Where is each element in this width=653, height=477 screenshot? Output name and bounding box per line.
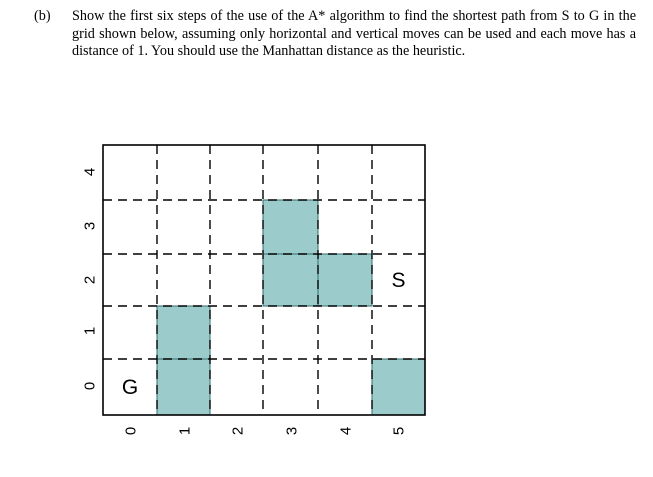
obstacles	[157, 200, 425, 415]
y-axis-labels	[82, 168, 99, 390]
x-tick-label: 5	[390, 426, 408, 436]
x-tick-label: 1	[176, 426, 194, 436]
x-tick-label: 3	[283, 426, 301, 436]
y-tick-label: 2	[81, 275, 99, 285]
question-label: (b)	[34, 8, 51, 24]
x-tick-label: 4	[337, 426, 355, 436]
obstacle-cell	[263, 254, 318, 306]
obstacle-cell	[263, 200, 318, 254]
start-label: S	[391, 269, 406, 292]
x-tick-label: 0	[122, 426, 140, 436]
y-tick-label: 3	[81, 221, 99, 231]
obstacle-cell	[157, 359, 210, 415]
x-axis-labels	[123, 427, 408, 435]
obstacle-cell	[157, 306, 210, 359]
y-tick-label: 0	[81, 381, 99, 391]
obstacle-cell	[372, 359, 425, 415]
question-text: Show the first six steps of the use of the A* algorithm to find the shortest path from S to G in the grid shown below, assuming only horizontal and vertical moves can be used and each move has a distance of 1. You should use the Manhattan distance as the heuristic.	[72, 8, 636, 59]
y-tick-label: 1	[81, 326, 99, 336]
goal-label: G	[121, 376, 139, 399]
x-tick-label: 2	[229, 426, 247, 436]
obstacle-cell	[318, 254, 372, 306]
y-tick-label: 4	[81, 167, 99, 177]
